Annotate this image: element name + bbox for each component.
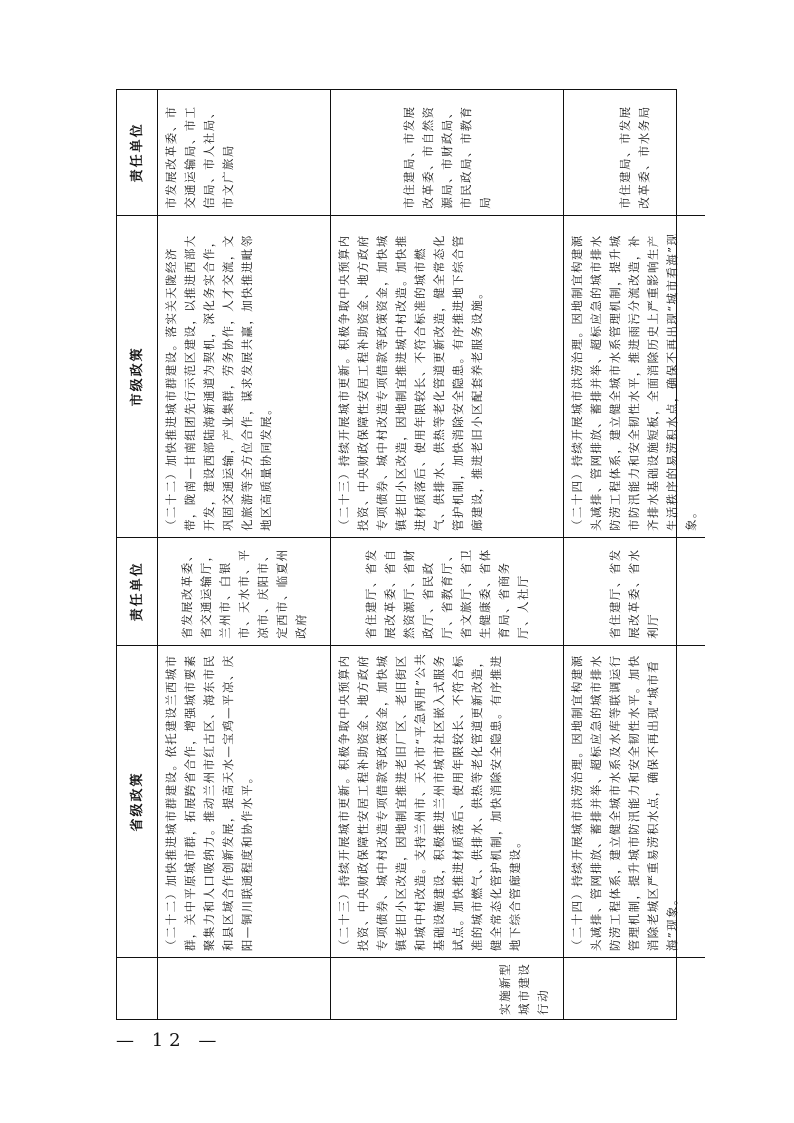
provincial-unit-cell: 省住建厅、省发展改革委、省自然资源厅、省财政厅、省民政厅、省教育厅、省文旅厅、省卫生健康委、省体育局、省商务厅、人社厅 <box>331 537 563 645</box>
provincial-unit-cell: 省住建厅、省发展改革委、省水利厅 <box>564 537 705 645</box>
table-row <box>331 90 564 1019</box>
header-city-unit: 责任单位 <box>129 122 145 183</box>
table-header-row <box>117 90 158 1019</box>
rotated-table-frame <box>116 89 698 1020</box>
header-city-policy: 市级政策 <box>117 215 157 537</box>
city-policy-cell: （二十四）持续开展城市洪涝治理。因地制宜构建源头减排、管网排放、蓄排并举、超标应急的城市排水防涝工程体系，建立健全城市水系管理机制，提升城市防汛能力和安全韧性水平，推进雨污分流改造，补齐排水基础设施短板，全面消除历史上严重影响生产生活秩序的易涝积水点，确保不再出现“城市看海”现象。 <box>564 215 705 537</box>
provincial-policy-cell: （二十四）持续开展城市洪涝治理。因地制宜构建源头减排、管网排放、蓄排并举、超标应急的城市排水防涝工程体系，建立健全城市水系及水库等联调运行管理机制，提升城市防汛能力和安全韧性水平。加快消除老城区严重易涝积水点，确保不再出现“城市看海”现象。 <box>564 645 705 957</box>
policy-table <box>116 89 698 1020</box>
header-provincial-policy: 省级政策 <box>117 645 157 957</box>
area-cell-empty <box>158 957 330 1019</box>
city-policy-cell: （二十三）持续开展城市更新。积极争取中央预算内投资、中央财政保障性安居工程补助资金、地方政府专项债券、城中村改造专项借款等政策资金，加快城镇老旧小区改造，因地制宜推进城中村改造。加快推进材质落后、使用年限较长、不符合标准的城市燃气、供排水、供热等老化管道更新改造，健全常态化管护机制，加快消除安全隐患。有序推进地下综合管廊建设，推进老旧小区配套养老服务设施。 <box>331 215 563 537</box>
city-policy-cell: （二十二）加快推进城市群建设。落实关天陇经济带，陇南—甘南组团先行示范区建设，以推进西部大开发，建设西部陆海新通道为契机，深化务实合作，巩固交通运输，产业集群，劳务协作，人才交流，文化旅游等全方位合作，谋求发展共赢，加快推进毗邻地区高质量协同发展。 <box>158 215 330 537</box>
provincial-unit-cell: 省发展改革委、省交通运输厅，兰州市、白银市、天水市、平凉市、庆阳市、定西市、临夏州政府 <box>158 537 330 645</box>
table-row <box>158 90 331 1019</box>
table-row <box>564 90 705 1019</box>
area-cell: 实施新型城市建设行动 <box>331 957 563 1019</box>
city-unit-cell: 市发展改革委、市交通运输局、市工信局、市人社局、市文广旅局 <box>164 105 235 209</box>
city-unit-cell: 市住建局、市发展改革委、市水务局 <box>617 105 651 209</box>
page-number: — 12 — <box>116 1030 223 1051</box>
provincial-policy-cell: （二十三）持续开展城市更新。积极争取中央预算内投资、中央财政保障性安居工程补助资金、地方政府专项债券、城中村改造专项借款等政策资金，加快城镇老旧小区改造，因地制宜推进老旧厂区、老旧街区和城中村改造。支持兰州市、天水市“平急两用”公共基础设施建设，积极推进兰州市城市社区嵌入式服务试点。加快推进材质落后、使用年限较长、不符合标准的城市燃气、供排水、供热等老化管道更新改造，健全常态化管护机制，加快消除安全隐患。有序推进地下综合管廊建设。 <box>331 645 563 957</box>
header-provincial-unit: 责任单位 <box>117 537 157 645</box>
city-unit-cell: 市住建局、市发展改革委、市自然资源局、市财政局、市民政局、市教育局 <box>401 105 492 209</box>
header-area <box>117 957 157 1019</box>
area-cell-empty <box>564 957 705 1019</box>
provincial-policy-cell: （二十二）加快推进城市群建设。依托建设兰西城市群，关中平原城市群，拓展跨省合作，增强城市要素聚集力和人口吸纳力。推动兰州市红古区、海东市民和县区域合作创新发展，提高天水—宝鸡—平凉、庆阳—铜川联通程度和协作水平。 <box>158 645 330 957</box>
